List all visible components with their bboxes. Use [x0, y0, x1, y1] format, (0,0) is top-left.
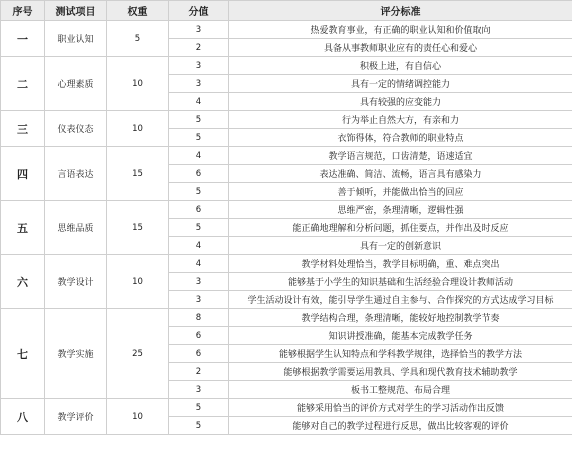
criterion-text: 衣饰得体，符合教师的职业特点	[229, 129, 572, 147]
criterion-text: 教学语言规范，口齿清楚，语速适宜	[229, 147, 572, 165]
score-value: 5	[169, 399, 229, 417]
score-value: 5	[169, 219, 229, 237]
weight-value: 15	[107, 147, 169, 201]
test-item: 教学评价	[45, 399, 107, 435]
score-value: 3	[169, 21, 229, 39]
criterion-text: 具有一定的创新意识	[229, 237, 572, 255]
header-score: 分值	[169, 1, 229, 21]
weight-value: 15	[107, 201, 169, 255]
test-item: 思维品质	[45, 201, 107, 255]
section-number: 二	[1, 57, 45, 111]
criterion-text: 学生活动设计有效，能引导学生通过自主参与、合作探究的方式达成学习目标	[229, 291, 572, 309]
criterion-text: 热爱教育事业，有正确的职业认知和价值取向	[229, 21, 572, 39]
header-row	[1, 1, 572, 21]
criterion-text: 具备从事教师职业应有的责任心和爱心	[229, 39, 572, 57]
score-value: 4	[169, 255, 229, 273]
criterion-text: 能正确地理解和分析问题，抓住要点，并作出及时反应	[229, 219, 572, 237]
weight-value: 10	[107, 399, 169, 435]
criterion-text: 思维严密，条理清晰，逻辑性强	[229, 201, 572, 219]
test-item: 教学实施	[45, 309, 107, 399]
table-body	[1, 21, 572, 435]
table-row	[1, 57, 572, 75]
criterion-text: 知识讲授准确，能基本完成教学任务	[229, 327, 572, 345]
section-number: 八	[1, 399, 45, 435]
criterion-text: 能够根据学生认知特点和学科教学规律，选择恰当的教学方法	[229, 345, 572, 363]
score-value: 5	[169, 111, 229, 129]
criterion-text: 能够对自己的教学过程进行反思，做出比较客观的评价	[229, 417, 572, 435]
section-number: 三	[1, 111, 45, 147]
header-seq: 序号	[1, 1, 45, 21]
test-item: 心理素质	[45, 57, 107, 111]
score-value: 2	[169, 363, 229, 381]
score-value: 3	[169, 57, 229, 75]
weight-value: 25	[107, 309, 169, 399]
criterion-text: 具有一定的情绪调控能力	[229, 75, 572, 93]
header-weight: 权重	[107, 1, 169, 21]
score-value: 6	[169, 345, 229, 363]
score-value: 4	[169, 147, 229, 165]
score-value: 4	[169, 237, 229, 255]
weight-value: 10	[107, 57, 169, 111]
criterion-text: 教学材料处理恰当，教学目标明确，重、难点突出	[229, 255, 572, 273]
score-value: 6	[169, 165, 229, 183]
criterion-text: 具有较强的应变能力	[229, 93, 572, 111]
score-value: 5	[169, 417, 229, 435]
table-row	[1, 201, 572, 219]
score-value: 8	[169, 309, 229, 327]
table-row	[1, 309, 572, 327]
header-criteria: 评分标准	[229, 1, 572, 21]
criterion-text: 能够根据教学需要运用教具、学具和现代教育技术辅助教学	[229, 363, 572, 381]
test-item: 言语表达	[45, 147, 107, 201]
score-value: 5	[169, 183, 229, 201]
table-row	[1, 21, 572, 39]
criterion-text: 教学结构合理，条理清晰，能较好地控制教学节奏	[229, 309, 572, 327]
criterion-text: 板书工整规范、布局合理	[229, 381, 572, 399]
score-value: 5	[169, 129, 229, 147]
table-header	[1, 1, 572, 21]
score-value: 3	[169, 75, 229, 93]
table-row	[1, 147, 572, 165]
criterion-text: 积极上进，有自信心	[229, 57, 572, 75]
section-number: 六	[1, 255, 45, 309]
test-item: 职业认知	[45, 21, 107, 57]
weight-value: 10	[107, 111, 169, 147]
section-number: 四	[1, 147, 45, 201]
criterion-text: 表达准确、简洁、流畅，语言具有感染力	[229, 165, 572, 183]
section-number: 一	[1, 21, 45, 57]
table-row	[1, 111, 572, 129]
criterion-text: 能够基于小学生的知识基础和生活经验合理设计教师活动	[229, 273, 572, 291]
score-value: 6	[169, 327, 229, 345]
score-value: 4	[169, 93, 229, 111]
score-value: 3	[169, 381, 229, 399]
weight-value: 5	[107, 21, 169, 57]
section-number: 五	[1, 201, 45, 255]
score-value: 3	[169, 273, 229, 291]
criterion-text: 善于倾听，并能做出恰当的回应	[229, 183, 572, 201]
score-value: 2	[169, 39, 229, 57]
header-item: 测试项目	[45, 1, 107, 21]
score-value: 3	[169, 291, 229, 309]
test-item: 仪表仪态	[45, 111, 107, 147]
score-value: 6	[169, 201, 229, 219]
section-number: 七	[1, 309, 45, 399]
weight-value: 10	[107, 255, 169, 309]
table-row	[1, 255, 572, 273]
criterion-text: 行为举止自然大方，有亲和力	[229, 111, 572, 129]
table-row	[1, 399, 572, 417]
test-item: 教学设计	[45, 255, 107, 309]
criterion-text: 能够采用恰当的评价方式对学生的学习活动作出反馈	[229, 399, 572, 417]
